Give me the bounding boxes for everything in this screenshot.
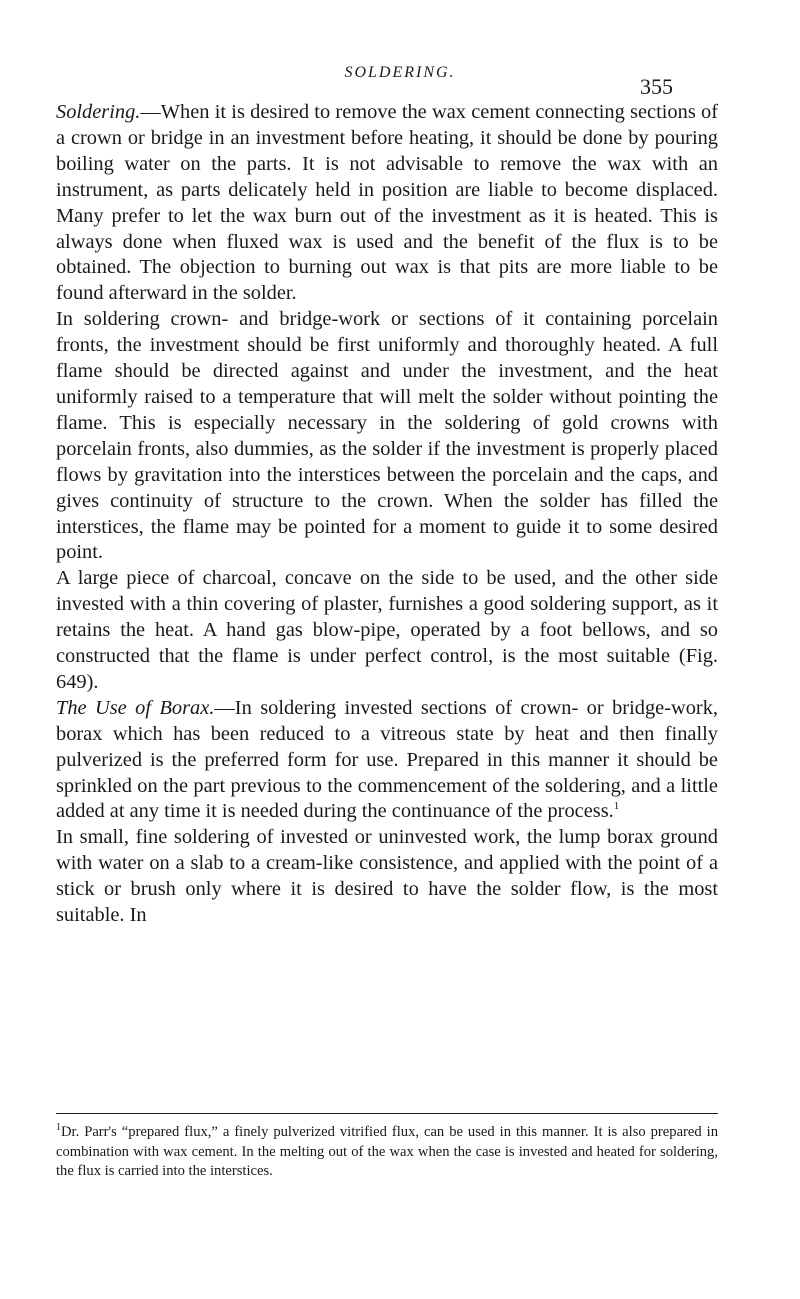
paragraph-borax	[56, 696, 718, 826]
paragraph-text: In small, fine soldering of invested or uninvested work, the lump borax ground with water on a slab to a cream-like consistence, and applied with the point of a stick or brush only where it is desired to have the solder flow, is the most suitable. In	[56, 826, 718, 927]
paragraph-text: —In soldering invested sections of crown- or bridge-work, borax which has been reduced to a vitreous state by heat and then finally pulverized is the preferred form for use. Prepared in this manner it should be sprinkled on the part previous to the commencement of the soldering, and a little added at any time it is needed during the continuance of the process.	[56, 696, 718, 823]
paragraph-small-soldering	[56, 825, 718, 929]
paragraph-text: A large piece of charcoal, concave on the side to be used, and the other side invested with a thin covering of plaster, furnishes a good soldering support, as it retains the heat. A hand gas blow-pipe, operated by a foot bellows, and so constructed that the flame is under perfect control, is the most suitable (Fig. 649).	[56, 567, 718, 693]
run-in-heading: Soldering.	[56, 101, 141, 123]
run-in-heading: The Use of Borax.	[56, 696, 215, 719]
running-head: SOLDERING.	[344, 64, 456, 81]
page-number: 355	[640, 74, 673, 99]
footnote-text: Dr. Parr's “prepared flux,” a finely pulverized vitrified flux, can be used in this manner. It is also prepared in combination with wax cement. In the melting out of the wax when the case is invested and heated for soldering, the flux is carried into the interstices.	[56, 1124, 718, 1179]
paragraph-charcoal	[56, 566, 718, 696]
paragraph-text: —When it is desired to remove the wax cement connecting sections of a crown or bridge in an investment before heating, it should be done by pouring boiling water on the parts. It is not advisable to remove the wax with an instrument, as parts delicately held in position are liable to become displaced. Many prefer to let the wax burn out of the investment as it is heated. This is always done when fluxed wax is used and the benefit of the flux is to be obtained. The objection to burning out wax is that pits are more liable to be found afterward in the solder.	[56, 101, 718, 305]
footnote-divider	[56, 1113, 718, 1114]
paragraph-soldering	[56, 100, 718, 307]
footnote	[56, 1123, 718, 1182]
body-text	[56, 100, 718, 929]
paragraph-crown-bridge	[56, 307, 718, 566]
footnote-reference: 1	[613, 800, 620, 813]
paragraph-text: In soldering crown- and bridge-work or sections of it containing porcelain fronts, the investment should be first uniformly and thoroughly heated. A full flame should be directed against and under the investment, and the heat uniformly raised to a temperature that will melt the solder without pointing the flame. This is especially necessary in the soldering of gold crowns with porcelain fronts, also dummies, as the solder if the investment is properly placed flows by gravitation into the interstices between the porcelain and the caps, and gives continuity of structure to the crown. When the solder has filled the interstices, the flame may be pointed for a moment to guide it to some desired point.	[56, 308, 718, 564]
footnote-marker: 1	[56, 1122, 61, 1134]
